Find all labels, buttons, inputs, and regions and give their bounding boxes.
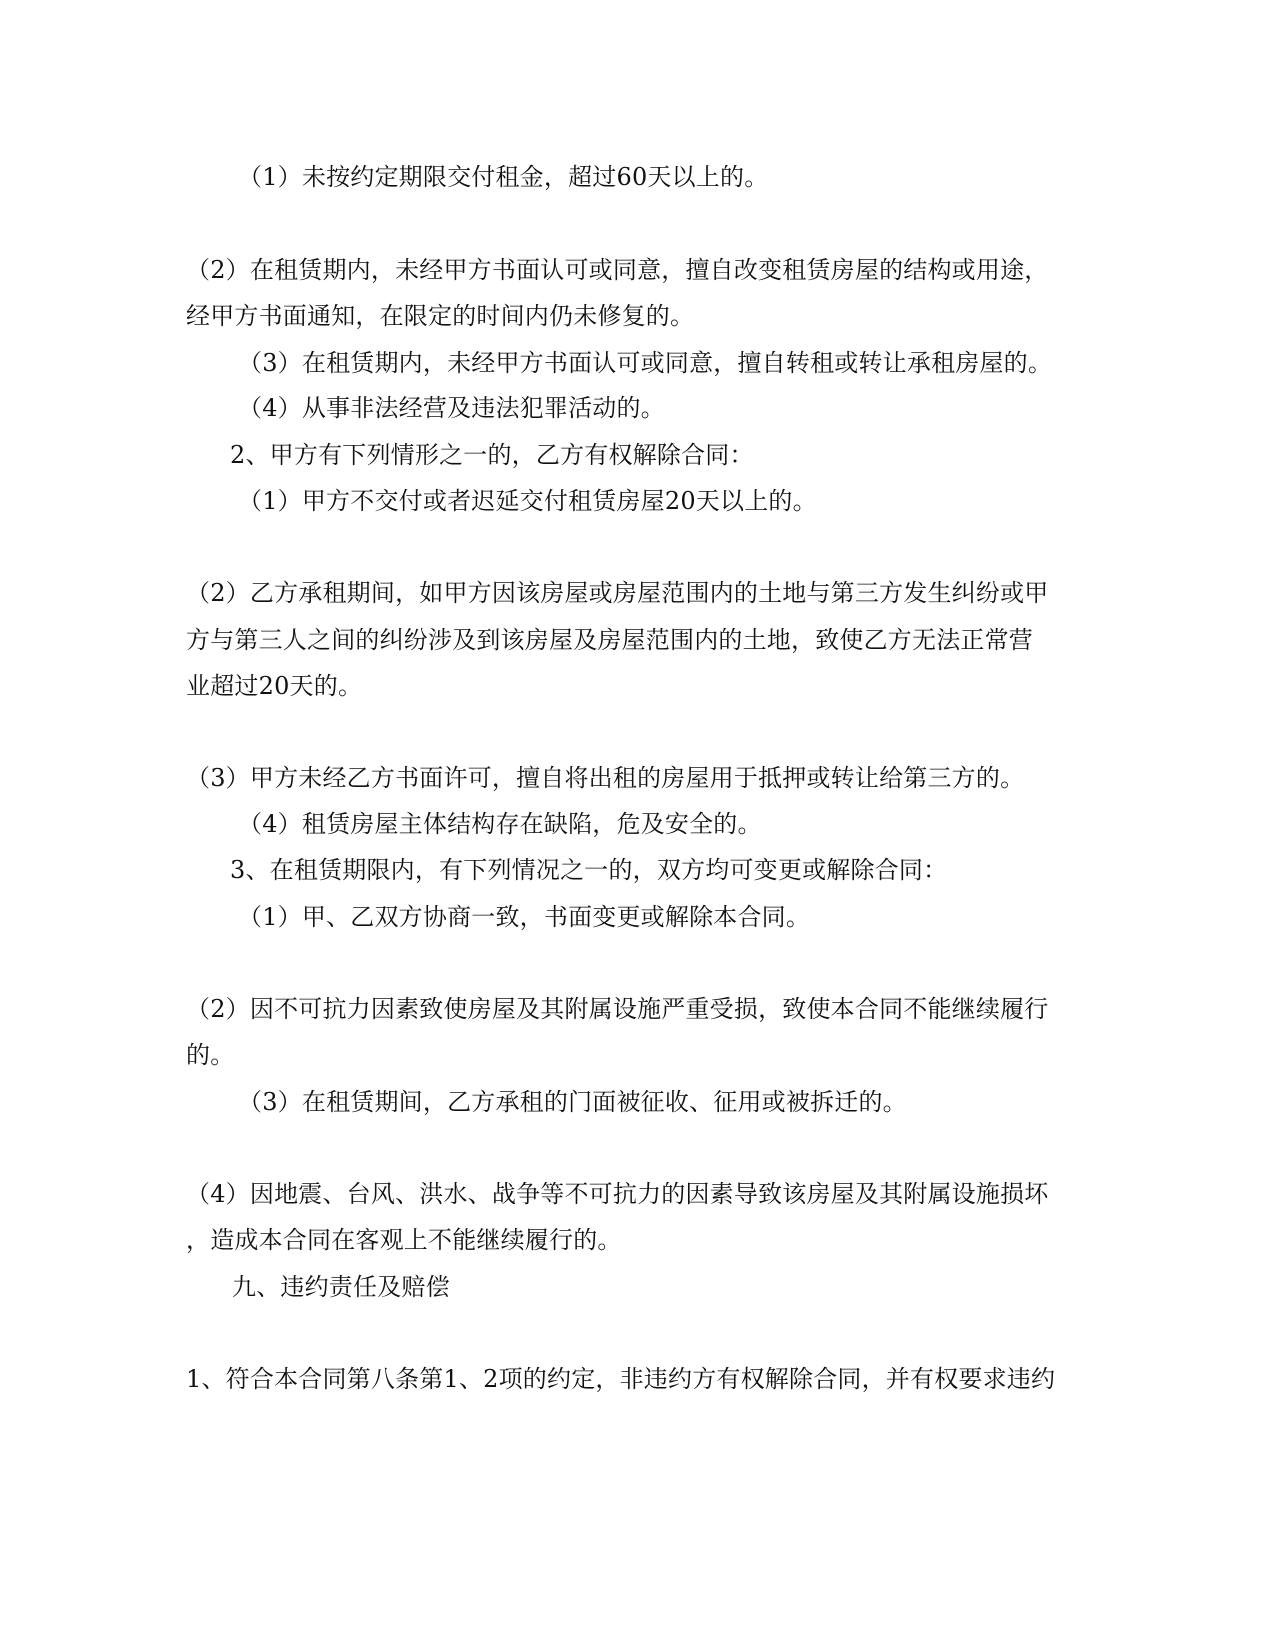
text-line: （3）在租赁期间，乙方承租的门面被征收、征用或被拆迁的。 [238, 1088, 907, 1116]
text-line: 经甲方书面通知，在限定的时间内仍未修复的。 [186, 302, 695, 330]
text-line: （1）甲方不交付或者迟延交付租赁房屋20天以上的。 [238, 487, 817, 515]
text-line: （4）从事非法经营及违法犯罪活动的。 [238, 394, 665, 422]
text-line: 方与第三人之间的纠纷涉及到该房屋及房屋范围内的土地，致使乙方无法正常营 [186, 626, 1033, 654]
section-heading: 九、违约责任及赔偿 [232, 1273, 450, 1301]
text-line: （3）在租赁期内，未经甲方书面认可或同意，擅自转租或转让承租房屋的。 [238, 349, 1053, 377]
text-line: （2）乙方承租期间，如甲方因该房屋或房屋范围内的土地与第三方发生纠纷或甲 [186, 579, 1049, 607]
text-line: （4）租赁房屋主体结构存在缺陷，危及安全的。 [238, 810, 762, 838]
text-line: （4）因地震、台风、洪水、战争等不可抗力的因素导致该房屋及其附属设施损坏 [186, 1180, 1049, 1208]
text-line: 2、甲方有下列情形之一的，乙方有权解除合同： [230, 441, 754, 469]
text-line: ，造成本合同在客观上不能继续履行的。 [186, 1226, 622, 1254]
text-line: 业超过20天的。 [186, 672, 363, 700]
text-line: （1）甲、乙双方协商一致，书面变更或解除本合同。 [238, 903, 811, 931]
text-line: （1）未按约定期限交付租金，超过60天以上的。 [238, 163, 769, 191]
text-line: （3）甲方未经乙方书面许可，擅自将出租的房屋用于抵押或转让给第三方的。 [186, 764, 1025, 792]
text-line: 3、在租赁期限内，有下列情况之一的，双方均可变更或解除合同： [230, 856, 948, 884]
text-line: 1、符合本合同第八条第1、2项的约定，非违约方有权解除合同，并有权要求违约 [186, 1365, 1056, 1393]
text-line: （2）因不可抗力因素致使房屋及其附属设施严重受损，致使本合同不能继续履行 [186, 995, 1049, 1023]
text-line: （2）在租赁期内，未经甲方书面认可或同意，擅自改变租赁房屋的结构或用途， [186, 256, 1049, 284]
text-line: 的。 [186, 1041, 235, 1069]
